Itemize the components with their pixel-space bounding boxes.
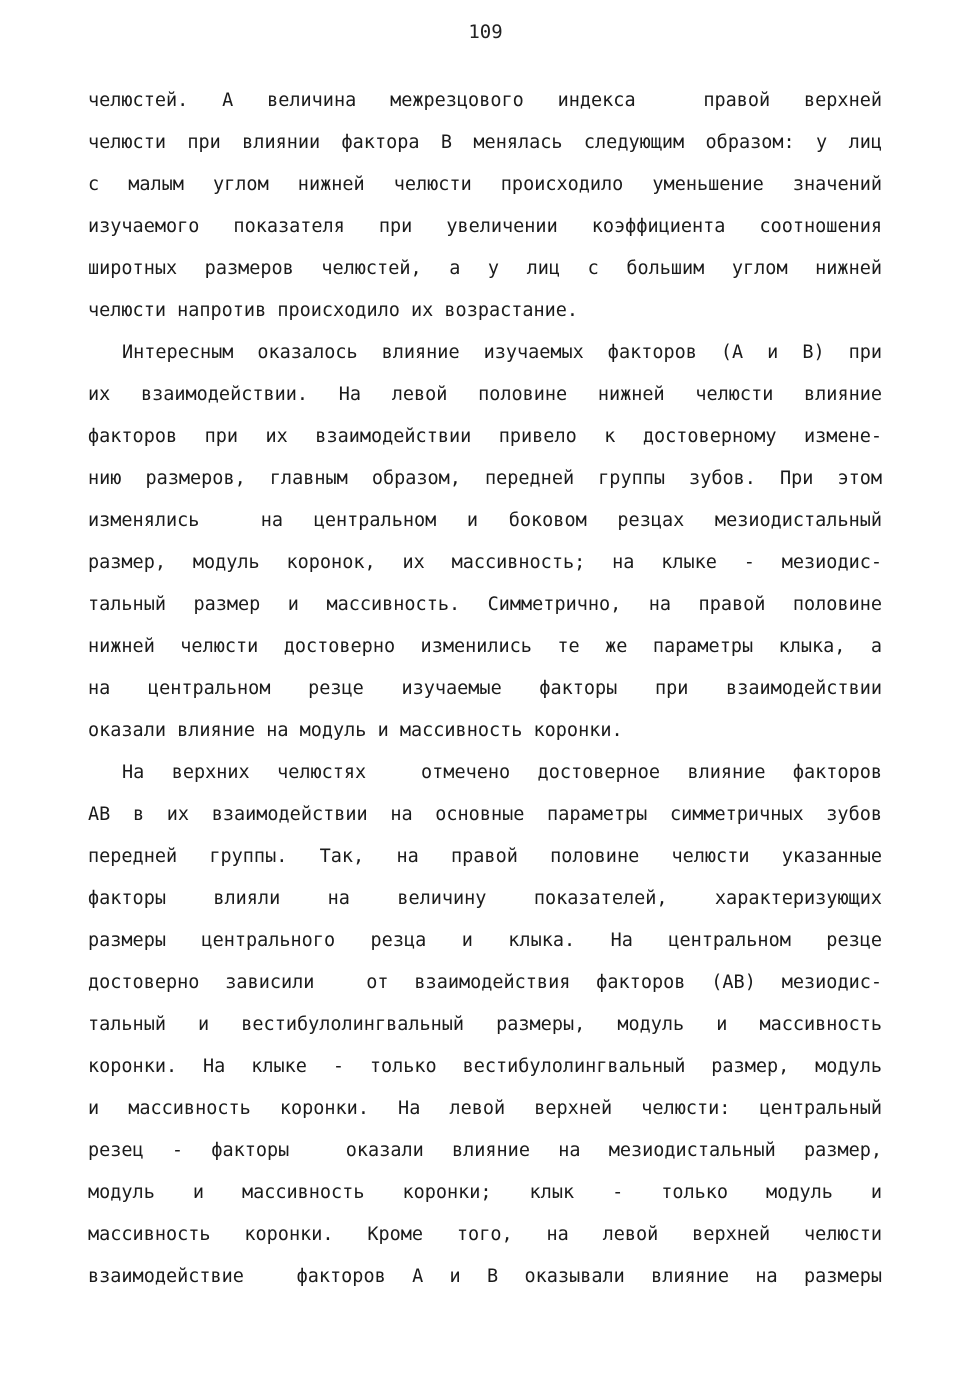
- text-line: нижней челюсти достоверно изменились те же параметры клыка, а: [88, 636, 882, 657]
- text-line: тальный размер и массивность. Симметрично, на правой половине: [88, 594, 882, 615]
- text-line: и массивность коронки. На левой верхней челюсти: центральный: [88, 1098, 882, 1119]
- text-line: широтных размеров челюстей, а у лиц с большим углом нижней: [88, 258, 882, 279]
- text-line: изучаемого показателя при увеличении коэффициента соотношения: [88, 216, 882, 237]
- page-number: 109: [468, 21, 503, 43]
- text-line: тальный и вестибулолингвальный размеры, модуль и массивность: [88, 1014, 882, 1035]
- text-line: челюсти при влиянии фактора В менялась следующим образом: у лиц: [88, 132, 882, 153]
- text-line: резец - факторы оказали влияние на мезиодистальный размер,: [88, 1140, 882, 1161]
- text-line: на центральном резце изучаемые факторы при взаимодействии: [88, 678, 882, 699]
- text-line: челюстей. А величина межрезцового индекса правой верхней: [88, 90, 882, 111]
- text-line: оказали влияние на модуль и массивность коронки.: [88, 720, 623, 741]
- text-line: передней группы. Так, на правой половине челюсти указанные: [88, 846, 882, 867]
- text-line: факторов при их взаимодействии привело к достоверному измене-: [88, 426, 882, 447]
- text-line: АВ в их взаимодействии на основные параметры симметричных зубов: [88, 804, 882, 825]
- text-line: размеры центрального резца и клыка. На центральном резце: [88, 930, 882, 951]
- text-line: челюсти напротив происходило их возрастание.: [88, 300, 579, 321]
- text-line: факторы влияли на величину показателей, характеризующих: [88, 888, 882, 909]
- text-line: взаимодействие факторов А и В оказывали влияние на размеры: [88, 1266, 882, 1287]
- text-line: модуль и массивность коронки; клык - только модуль и: [88, 1182, 882, 1203]
- text-line: массивность коронки. Кроме того, на левой верхней челюсти: [88, 1224, 882, 1245]
- text-line: изменялись на центральном и боковом резцах мезиодистальный: [88, 510, 882, 531]
- text-line: достоверно зависили от взаимодействия факторов (АВ) мезиодис-: [88, 972, 882, 993]
- text-line: Интересным оказалось влияние изучаемых факторов (А и В) при: [122, 342, 882, 363]
- text-line: с малым углом нижней челюсти происходило уменьшение значений: [88, 174, 882, 195]
- text-line: На верхних челюстях отмечено достоверное влияние факторов: [122, 762, 882, 783]
- text-line: коронки. На клыке - только вестибулолингвальный размер, модуль: [88, 1056, 882, 1077]
- text-line: их взаимодействии. На левой половине нижней челюсти влияние: [88, 384, 882, 405]
- text-line: размер, модуль коронок, их массивность; на клыке - мезиодис-: [88, 552, 882, 573]
- body-text: [88, 80, 882, 1298]
- text-line: нию размеров, главным образом, передней группы зубов. При этом: [88, 468, 882, 489]
